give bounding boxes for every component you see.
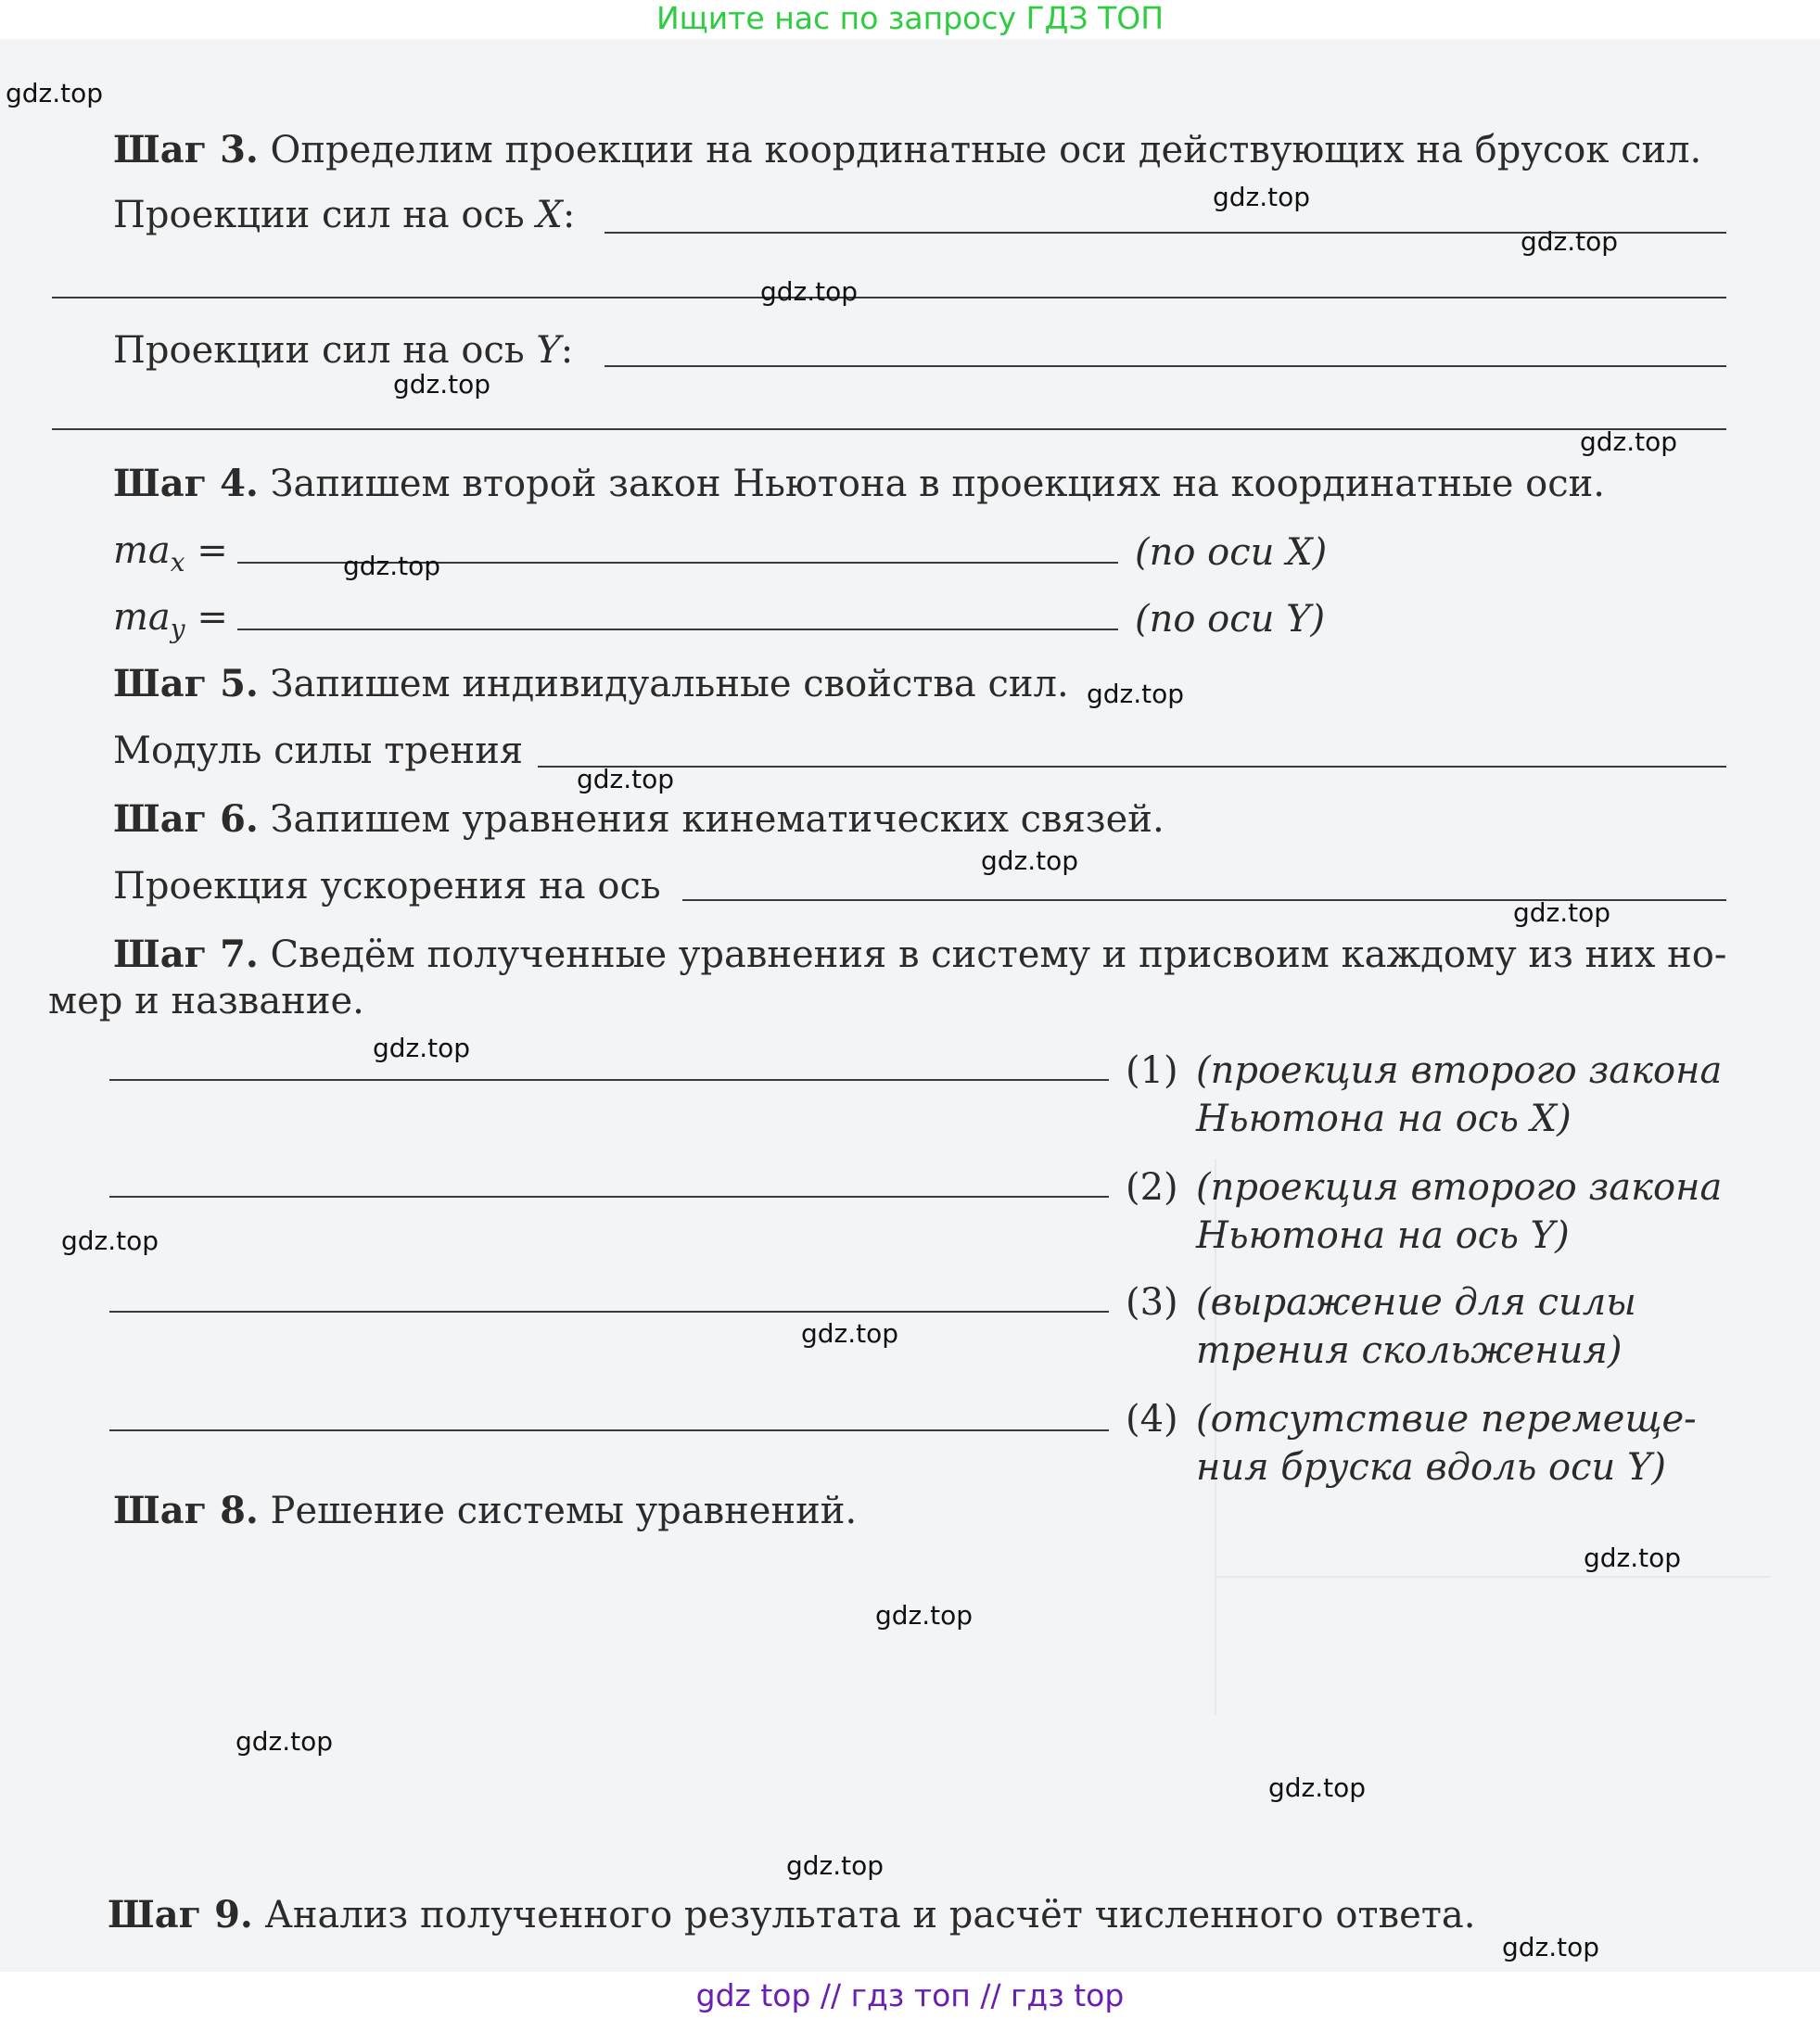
watermark: gdz.top (577, 764, 675, 794)
watermark: gdz.top (6, 78, 104, 108)
watermark: gdz.top (1584, 1543, 1682, 1573)
step-9-label: Шаг 9. (108, 1893, 253, 1936)
watermark: gdz.top (1521, 226, 1619, 257)
step-7-text: Сведём полученные уравнения в систему и присвоим каждому из них но- (258, 933, 1727, 976)
newton-y-eq: = (185, 596, 228, 639)
equation-line-4[interactable] (109, 1429, 1109, 1431)
answer-line-y-2[interactable] (52, 428, 1726, 430)
newton-x-ma: ma (113, 529, 171, 572)
step-9 (108, 1893, 1475, 1937)
watermark: gdz.top (875, 1600, 974, 1631)
answer-line-y-1[interactable] (605, 365, 1726, 367)
step-7-label: Шаг 7. (113, 933, 259, 976)
step-6 (113, 797, 1165, 842)
step-7 (113, 933, 1726, 977)
watermark: gdz.top (981, 845, 1079, 876)
watermark: gdz.top (1513, 897, 1611, 928)
step-4-label: Шаг 4. (113, 462, 259, 505)
equation-line-3[interactable] (109, 1311, 1109, 1313)
equation-3-caption-2: трения скольжения) (1196, 1329, 1623, 1372)
equation-4-num: (4) (1126, 1398, 1178, 1441)
newton-y-equation (113, 595, 228, 652)
newton-x-note: (по оси X) (1135, 531, 1328, 574)
step-6-text: Запишем уравнения кинематических связей. (258, 798, 1165, 841)
equation-3-num: (3) (1126, 1281, 1178, 1324)
watermark: gdz.top (343, 551, 441, 581)
acceleration-projection-label: Проекция ускорения на ось (113, 865, 661, 908)
watermark: gdz.top (786, 1850, 885, 1881)
step-3-text: Определим проекции на координатные оси действующих на брусок сил. (258, 129, 1702, 171)
equation-2-number (1126, 1164, 1178, 1211)
top-banner[interactable]: Ищите нас по запросу ГДЗ ТОП (655, 0, 1165, 36)
watermark: gdz.top (1213, 182, 1311, 212)
projections-y-suffix: : (560, 329, 574, 372)
equation-3-caption-1: (выражение для силы (1196, 1281, 1636, 1324)
step-7-continuation: мер и название. (48, 980, 364, 1022)
watermark: gdz.top (235, 1726, 334, 1757)
watermark: gdz.top (1268, 1772, 1367, 1803)
step-5-label: Шаг 5. (113, 662, 259, 705)
watermark: gdz.top (801, 1318, 899, 1349)
equation-3-number (1126, 1279, 1178, 1326)
projections-y-prefix: Проекции сил на ось (113, 329, 537, 372)
watermark: gdz.top (1502, 1932, 1600, 1962)
equation-2-caption-1: (проекция второго закона (1196, 1166, 1723, 1209)
step-6-label: Шаг 6. (113, 797, 259, 841)
step-8-text: Решение системы уравнений. (258, 1490, 858, 1532)
equation-4-caption-2: ния бруска вдоль оси Y) (1196, 1446, 1667, 1489)
watermark: gdz.top (1580, 426, 1678, 457)
projections-x-prefix: Проекции сил на ось (113, 194, 537, 236)
step-9-text: Анализ полученного результата и расчёт численного ответа. (252, 1894, 1476, 1936)
equation-1-caption-1: (проекция второго закона (1196, 1049, 1723, 1092)
step-5-text: Запишем индивидуальные свойства сил. (258, 663, 1069, 705)
newton-y-sub: y (170, 614, 185, 644)
projections-y-label (113, 328, 573, 373)
equation-line-2[interactable] (109, 1196, 1109, 1198)
step-8-label: Шаг 8. (113, 1489, 259, 1532)
step-4-text: Запишем второй закон Ньютона в проекциях на координатные оси. (258, 463, 1605, 505)
step-5 (113, 662, 1069, 706)
watermark: gdz.top (760, 276, 859, 307)
newton-x-equation (113, 528, 228, 585)
answer-line-may[interactable] (237, 629, 1118, 630)
equation-2-num: (2) (1126, 1166, 1178, 1209)
friction-modulus-label: Модуль силы трения (113, 730, 524, 772)
equation-1-num: (1) (1126, 1049, 1178, 1092)
equation-1-caption-2: Ньютона на ось X) (1196, 1098, 1572, 1140)
projections-x-label (113, 193, 575, 237)
equation-4-caption-1: (отсутствие перемеще- (1196, 1398, 1697, 1441)
newton-y-note: (по оси Y) (1135, 598, 1326, 641)
projections-x-axis: X (536, 194, 563, 236)
answer-line-x-2[interactable] (52, 297, 1726, 298)
step-3-label: Шаг 3. (113, 128, 259, 171)
newton-y-ma: ma (113, 596, 171, 639)
equation-4-number (1126, 1396, 1178, 1442)
equation-2-caption-2: Ньютона на ось Y) (1196, 1214, 1570, 1257)
watermark: gdz.top (61, 1225, 159, 1256)
watermark: gdz.top (1087, 679, 1185, 709)
newton-x-eq: = (185, 529, 228, 572)
step-4 (113, 462, 1605, 506)
projections-x-suffix: : (562, 194, 576, 236)
projections-y-axis: Y (536, 329, 561, 372)
bottom-banner[interactable]: gdz top // гдз топ // гдз top (695, 1977, 1125, 2013)
answer-line-friction[interactable] (538, 766, 1726, 768)
newton-x-sub: x (170, 547, 185, 578)
watermark: gdz.top (393, 369, 491, 400)
equation-1-number (1126, 1048, 1178, 1094)
step-3 (113, 128, 1701, 172)
equation-line-1[interactable] (109, 1079, 1109, 1081)
step-8 (113, 1489, 857, 1533)
bleed-through-mark (1215, 1576, 1771, 1578)
watermark: gdz.top (373, 1033, 471, 1063)
